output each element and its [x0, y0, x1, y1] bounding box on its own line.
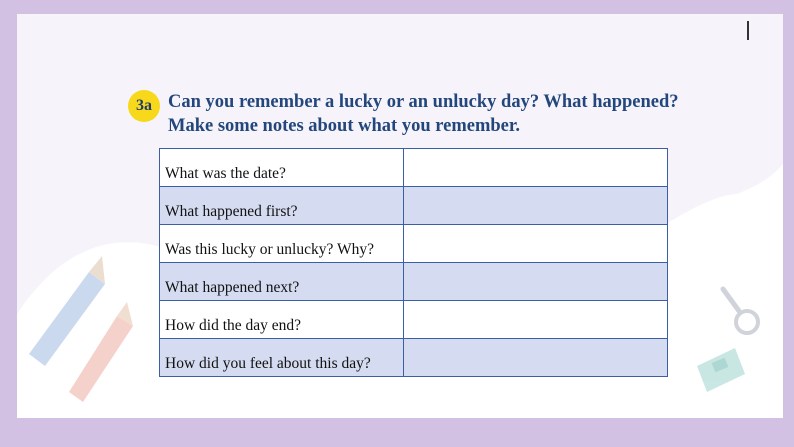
table-row	[160, 149, 668, 187]
answer-cell[interactable]	[404, 301, 668, 339]
answer-cell[interactable]	[404, 149, 668, 187]
answer-cell[interactable]	[404, 339, 668, 377]
answer-cell[interactable]	[404, 225, 668, 263]
exercise-badge: 3a	[128, 90, 160, 122]
question-cell: What happened next?	[160, 263, 404, 301]
question-cell: How did the day end?	[160, 301, 404, 339]
question-cell: What was the date?	[160, 149, 404, 187]
exercise-instruction: Can you remember a lucky or an unlucky day? What happened? Make some notes about what you remember.	[168, 92, 679, 136]
table-row	[160, 225, 668, 263]
table-row	[160, 187, 668, 225]
question-cell: Was this lucky or unlucky? Why?	[160, 225, 404, 263]
question-cell: How did you feel about this day?	[160, 339, 404, 377]
answer-cell[interactable]	[404, 263, 668, 301]
table-row	[160, 339, 668, 377]
top-divider	[747, 21, 749, 40]
answer-cell[interactable]	[404, 187, 668, 225]
table-row	[160, 263, 668, 301]
question-cell: What happened first?	[160, 187, 404, 225]
notes-table	[159, 148, 668, 377]
table-row	[160, 301, 668, 339]
